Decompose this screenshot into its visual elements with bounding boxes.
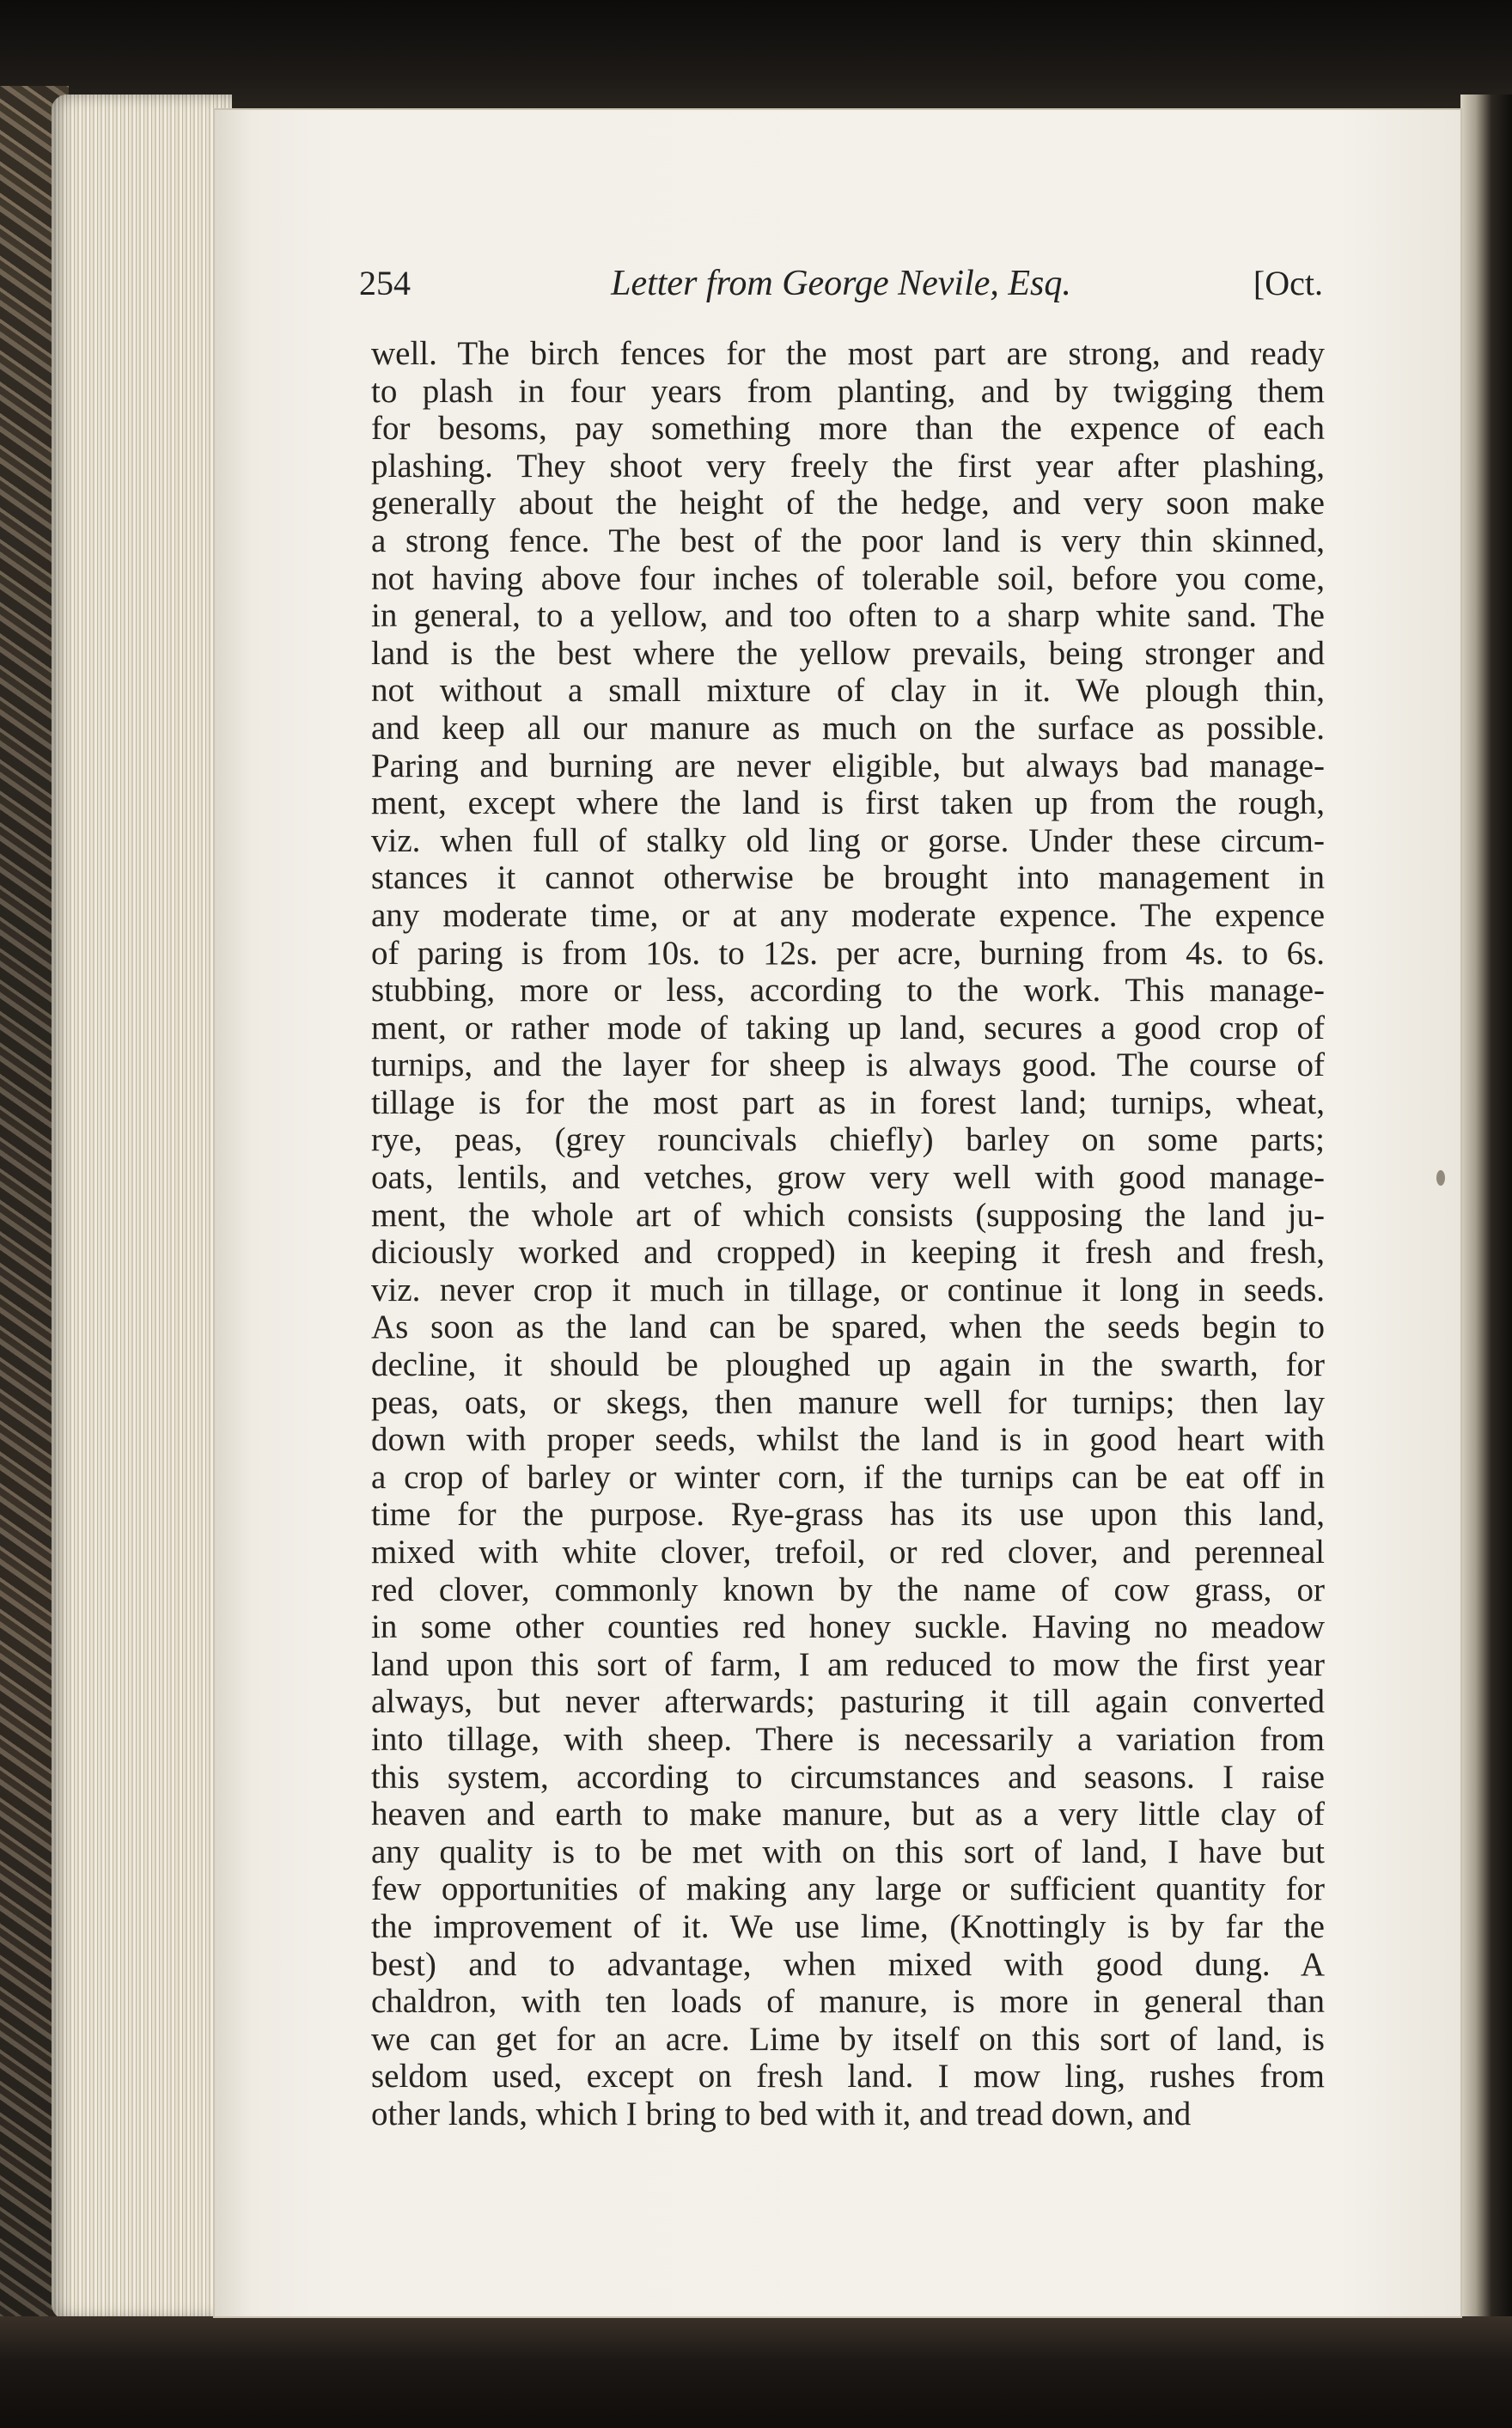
text-line: tillage is for the most part as in forest land; turnips, wheat, <box>371 1083 1325 1121</box>
text-line: time for the purpose. Rye-grass has its use upon this land, <box>371 1496 1325 1534</box>
scan-background-bottom <box>0 2316 1512 2428</box>
text-line: any quality is to be met with on this sort of land, I have but <box>371 1833 1325 1870</box>
running-title: Letter from George Nevile, Esq. <box>611 264 1071 303</box>
binding-edge <box>1460 95 1512 2346</box>
text-line: peas, oats, or skegs, then manure well for turnips; then lay <box>371 1383 1325 1421</box>
text-line: a crop of barley or winter corn, if the turnips can be eat off in <box>371 1458 1325 1496</box>
text-line: red clover, commonly known by the name of cow grass, or <box>371 1571 1325 1608</box>
text-line: few opportunities of making any large or sufficient quantity for <box>371 1870 1325 1908</box>
running-date: [Oct. <box>1253 264 1323 302</box>
text-line: diciously worked and cropped) in keeping it fresh and fresh, <box>371 1234 1325 1272</box>
text-line: Paring and burning are never eligible, but always bad manage- <box>371 747 1325 784</box>
text-line: in some other counties red honey suckle. Having no meadow <box>371 1608 1325 1646</box>
text-line: decline, it should be ploughed up again in the swarth, for <box>371 1346 1325 1384</box>
text-line: into tillage, with sheep. There is necessarily a variation from <box>371 1720 1325 1758</box>
text-line: for besoms, pay something more than the expence of each <box>371 410 1325 448</box>
text-line: heaven and earth to make manure, but as a very little clay of <box>371 1796 1325 1833</box>
text-line: a strong fence. The best of the poor land is very thin skinned, <box>371 522 1325 559</box>
text-line: stubbing, more or less, according to the work. This manage- <box>371 972 1325 1010</box>
text-line: not having above four inches of tolerable soil, before you come, <box>371 559 1325 597</box>
text-line: rye, peas, (grey rouncivals chiefly) barley on some parts; <box>371 1121 1325 1159</box>
margin-mark <box>1436 1170 1445 1186</box>
text-line: any moderate time, or at any moderate expence. The expence <box>371 896 1325 934</box>
text-line: plashing. They shoot very freely the first year after plashing, <box>371 447 1325 485</box>
text-line: well. The birch fences for the most part are strong, and ready <box>371 335 1325 372</box>
text-line: land upon this sort of farm, I am reduced to mow the first year <box>371 1645 1325 1683</box>
page-stack-edge <box>52 95 232 2320</box>
text-line: the improvement of it. We use lime, (Knottingly is by far the <box>371 1907 1325 1945</box>
text-line: stances it cannot otherwise be brought into management in <box>371 859 1325 897</box>
page-number: 254 <box>359 264 411 302</box>
text-line: not without a small mixture of clay in it. We plough thin, <box>371 672 1325 710</box>
text-line: oats, lentils, and vetches, grow very well with good manage- <box>371 1159 1325 1197</box>
text-line: ment, except where the land is first taken up from the rough, <box>371 784 1325 822</box>
text-line: in general, to a yellow, and too often to a sharp white sand. The <box>371 597 1325 635</box>
text-line: we can get for an acre. Lime by itself on this sort of land, is <box>371 2020 1325 2058</box>
page-header <box>359 258 1323 309</box>
text-line: always, but never afterwards; pasturing it till again converted <box>371 1683 1325 1721</box>
text-line: of paring is from 10s. to 12s. per acre, burning from 4s. to 6s. <box>371 934 1325 972</box>
text-line: ment, or rather mode of taking up land, secures a good crop of <box>371 1009 1325 1046</box>
text-line: land is the best where the yellow prevails, being stronger and <box>371 634 1325 672</box>
text-line: best) and to advantage, when mixed with good dung. A <box>371 1945 1325 1983</box>
text-line: viz. when full of stalky old ling or gorse. Under these circum- <box>371 821 1325 859</box>
text-line: other lands, which I bring to bed with it, and tread down, and <box>371 2095 1192 2132</box>
text-line: ment, the whole art of which consists (supposing the land ju- <box>371 1196 1325 1234</box>
text-line: turnips, and the layer for sheep is always good. The course of <box>371 1046 1325 1084</box>
text-line: viz. never crop it much in tillage, or continue it long in seeds. <box>371 1271 1325 1309</box>
text-line: to plash in four years from planting, and by twigging them <box>371 372 1325 410</box>
text-line: mixed with white clover, trefoil, or red clover, and perenneal <box>371 1534 1325 1571</box>
text-line: seldom used, except on fresh land. I mow ling, rushes from <box>371 2058 1325 2096</box>
text-line: this system, according to circumstances and seasons. I raise <box>371 1758 1325 1796</box>
text-line: and keep all our manure as much on the surface as possible. <box>371 709 1325 747</box>
text-line: down with proper seeds, whilst the land is in good heart with <box>371 1421 1325 1459</box>
letter-body <box>371 335 1325 2133</box>
text-line: As soon as the land can be spared, when the seeds begin to <box>371 1309 1325 1346</box>
text-line: chaldron, with ten loads of manure, is more in general than <box>371 1983 1325 2021</box>
text-line: generally about the height of the hedge, and very soon make <box>371 485 1325 522</box>
